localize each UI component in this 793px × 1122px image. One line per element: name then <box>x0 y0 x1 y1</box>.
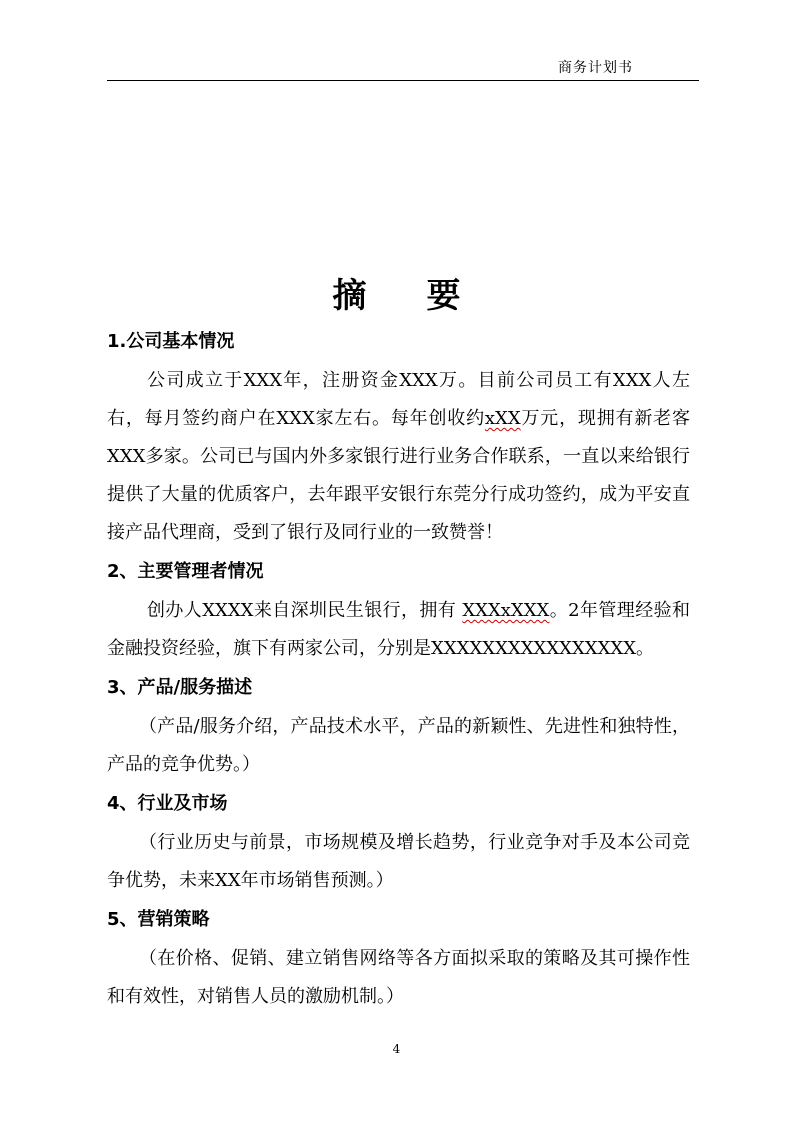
text-run: 。2年管理经验和金融投资经验，旗下有两家公司，分别是XXXXXXXXXXXXXXXX。 <box>107 600 690 659</box>
section-heading-company: 1.公司基本情况 <box>107 331 235 352</box>
page-number: 4 <box>392 1042 401 1056</box>
paragraph-marketing-info: （在价格、促销、建立销售网络等各方面拟采取的策略及其可操作性和有效性，对销售人员的激励机制。） <box>107 948 690 1007</box>
text-run: 万元，现拥有新老客XXX多家。公司已与国内外多家银行进行业务合作联系，一直以来给银行提供了大量的优质客户，去年跟平安银行东莞分行成功签约，成为平安直接产品代理商，受到了银行及同行业的一致赞誉！ <box>107 408 690 543</box>
paragraph-industry-info: （行业历史与前景，市场规模及增长趋势，行业竞争对手及本公司竞争优势，未来XX年市场销售预测。） <box>107 832 690 891</box>
document-title: 摘要 <box>332 276 521 316</box>
page-header <box>107 56 699 81</box>
section-heading-industry: 4、行业及市场 <box>107 793 228 814</box>
text-run: 公司成立于XXX年，注册资金XXX万。目前公司员工有XXX人左右，每月签约商户在XXX家左右。每年创收约 <box>107 370 690 429</box>
section-heading-marketing: 5、营销策略 <box>107 909 210 930</box>
document-body <box>107 322 690 1016</box>
paragraph-company-info <box>107 362 690 552</box>
paragraph-product-info: （产品/服务介绍，产品技术水平，产品的新颖性、先进性和独特性，产品的竞争优势。） <box>107 716 690 775</box>
header-title: 商务计划书 <box>558 60 633 76</box>
spellcheck-flagged-text[interactable]: xXX <box>484 408 521 429</box>
paragraph-management-info <box>107 592 690 668</box>
text-run: 创办人XXXX来自深圳民生银行，拥有 <box>147 600 463 621</box>
section-heading-product: 3、产品/服务描述 <box>107 677 253 698</box>
spellcheck-flagged-text[interactable]: XXXxXXX <box>462 600 550 621</box>
section-heading-management: 2、主要管理者情况 <box>107 561 264 582</box>
